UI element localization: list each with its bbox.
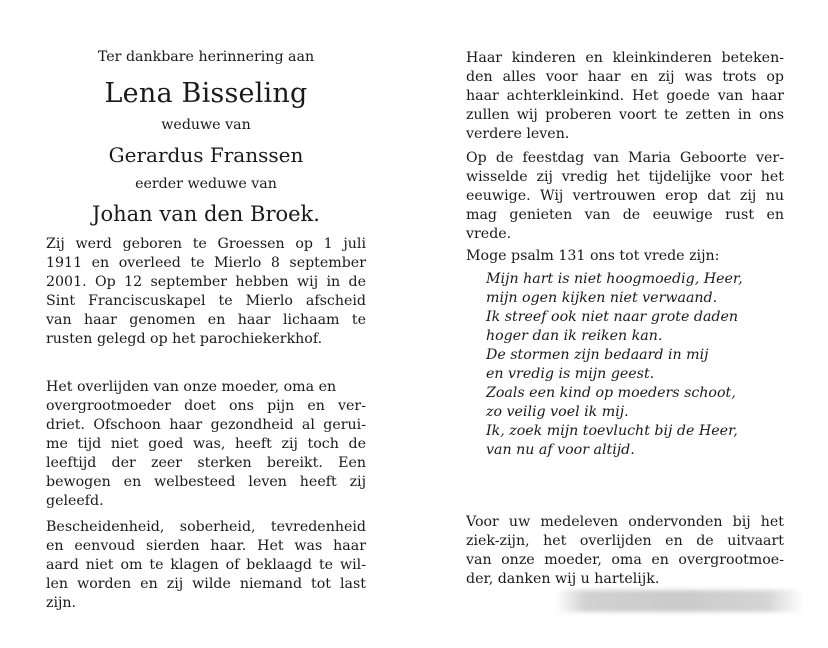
poem-line: zo veilig voel ik mij. <box>486 404 629 420</box>
text-line: me tijd niet goed was, heeft zij toch de <box>46 436 366 452</box>
text-line: Voor uw medeleven ondervonden bij het <box>466 514 784 530</box>
husband1-name: Gerardus Franssen <box>108 143 304 167</box>
text-line: van haar genomen en haar lichaam te <box>46 312 366 328</box>
psalm-intro <box>466 247 784 266</box>
text-line: Het overlijden van onze moeder, oma en <box>46 379 337 395</box>
text-line: mag genieten van de eeuwige rust en <box>466 207 784 223</box>
text-line: Sint Franciscuskapel te Mierlo afscheid <box>46 293 366 309</box>
feastday-paragraph <box>466 149 784 244</box>
psalm-intro-line: Moge psalm 131 ons tot vrede zijn: <box>466 248 720 264</box>
deceased-name: Lena Bisseling <box>104 78 308 109</box>
text-line: zijn. <box>46 595 77 611</box>
text-line: Bescheidenheid, soberheid, tevredenheid <box>46 519 366 535</box>
widow-of-block <box>46 116 366 135</box>
poem-line: Mijn hart is niet hoogmoedig, Heer, <box>486 271 743 287</box>
text-line: 1911 en overleed te Mierlo 8 september <box>46 255 366 271</box>
text-line: der, danken wij u hartelijk. <box>466 571 660 587</box>
text-line: haar achterkleinkind. Het goede van haar <box>466 88 784 104</box>
poem-line: Ik, zoek mijn toevlucht bij de Heer, <box>486 423 738 439</box>
poem-line: mijn ogen kijken niet verwaand. <box>486 290 718 306</box>
text-line: ziek-zijn, het overlijden en de uitvaart <box>466 533 784 549</box>
loss-paragraph <box>46 378 366 511</box>
intro-line-1: Ter dankbare herinnering aan <box>97 49 315 65</box>
text-line: bewogen en welbesteed leven heeft zij <box>46 474 366 490</box>
husband2-name: Johan van den Broek. <box>92 202 320 226</box>
thanks-paragraph <box>466 513 784 589</box>
birth-death-paragraph <box>46 235 366 349</box>
earlier-widow-block <box>46 175 366 194</box>
psalm-poem <box>486 270 776 460</box>
poem-line: De stormen zijn bedaard in mij <box>486 347 709 363</box>
text-line: verdere leven. <box>466 126 570 142</box>
text-line: eeuwige. Wij vertrouwen erop dat zij nu <box>466 188 784 204</box>
intro-block <box>46 48 366 67</box>
poem-line: Zoals een kind op moeders schoot, <box>486 385 736 401</box>
text-line: wisselde zij vredig het tijdelijke voor het <box>466 169 784 185</box>
poem-line: en vredig is mijn geest. <box>486 366 655 382</box>
family-paragraph <box>466 49 784 144</box>
blurred-watermark <box>556 590 804 612</box>
text-line: van onze moeder, oma en overgrootmoe- <box>466 552 784 568</box>
poem-line: hoger dan ik reiken kan. <box>486 328 663 344</box>
husband1-block <box>46 142 366 168</box>
text-line: Op de feestdag van Maria Geboorte ver- <box>466 150 784 166</box>
text-line: leeftijd der zeer sterken bereikt. Een <box>46 455 366 471</box>
text-line: Haar kinderen en kleinkinderen beteken- <box>466 50 784 66</box>
text-line: Zij werd geboren te Groessen op 1 juli <box>46 236 366 252</box>
text-line: 2001. Op 12 september hebben wij in de <box>46 274 366 290</box>
husband2-block <box>46 201 366 227</box>
text-line: len worden en zij wilde niemand tot last <box>46 576 366 592</box>
text-line: geleefd. <box>46 493 104 509</box>
poem-line: van nu af voor altijd. <box>486 442 635 458</box>
text-line: en eenvoud sierden haar. Het was haar <box>46 538 366 554</box>
text-line: rusten gelegd op het parochiekerkhof. <box>46 331 323 347</box>
text-line: den alles voor haar en zij was trots op <box>466 69 784 85</box>
text-line: driet. Ofschoon haar gezondheid al gerui- <box>46 417 366 433</box>
widow-of-label: weduwe van <box>161 117 251 133</box>
character-paragraph <box>46 518 366 613</box>
deceased-name-block <box>46 78 366 110</box>
text-line: vrede. <box>466 226 512 242</box>
text-line: overgrootmoeder doet ons pijn en ver- <box>46 398 366 414</box>
earlier-widow-label: eerder weduwe van <box>135 176 277 192</box>
text-line: aard niet om te klagen of beklaagd te wil- <box>46 557 366 573</box>
poem-line: Ik streef ook niet naar grote daden <box>486 309 739 325</box>
text-line: zullen wij proberen voort te zetten in ons <box>466 107 784 123</box>
